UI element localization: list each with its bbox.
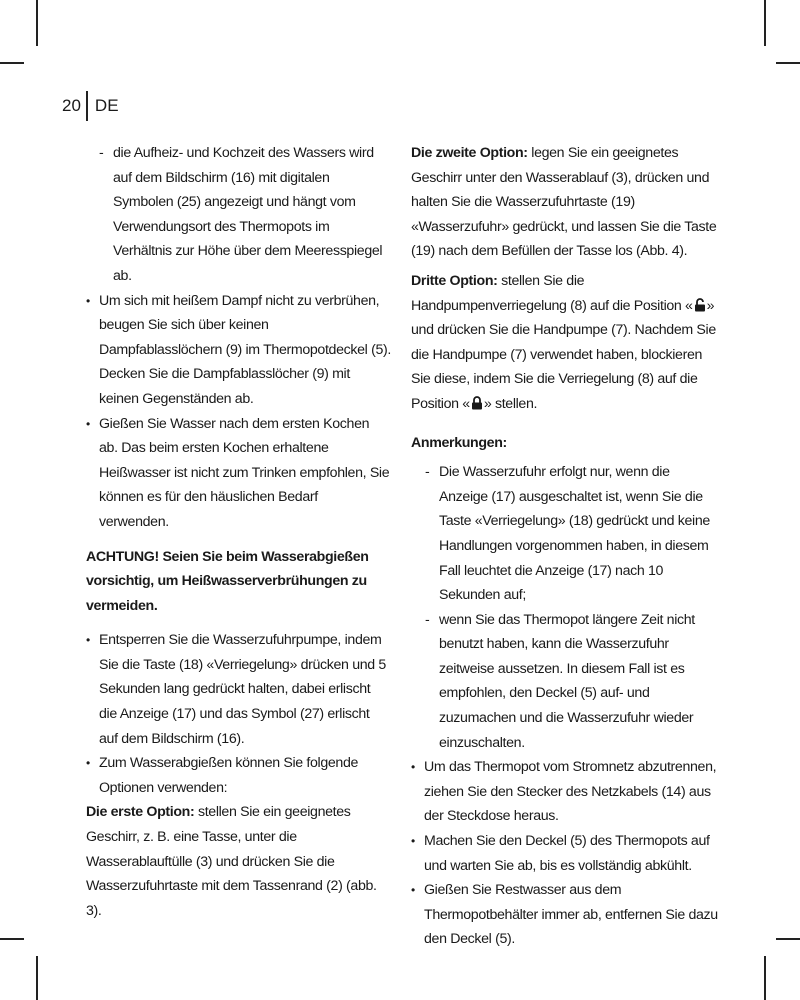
- list-item: [411, 755, 719, 829]
- list-item-text: die Aufheiz- und Kochzeit des Wassers wird auf dem Bildschirm (16) mit digitalen Symbolen (25) angezeigt und hängt vom Verwendungsort des Thermopots im Verhältnis zur Höhe über dem Meeresspiegel ab.: [113, 145, 383, 284]
- page-number: 20: [62, 96, 81, 115]
- left-column: [86, 141, 391, 923]
- dash-marker: -: [99, 145, 104, 161]
- lock-open-icon: [694, 298, 706, 312]
- list-item-text: wenn Sie das Thermopot längere Zeit nicht benutzt haben, kann die Wasserzufuhr zeitweise aussetzen. In diesem Fall ist es empfohlen, den Deckel (5) auf- und zuzumachen und die Wasserzufuhr wieder einzuschalten.: [439, 611, 695, 751]
- language-code: DE: [94, 96, 119, 115]
- crop-mark: [0, 62, 24, 64]
- list-item: [86, 289, 391, 412]
- list-item-text: Um das Thermopot vom Stromnetz abzutrennen, ziehen Sie den Stecker des Netzkabels (14) aus der Steckdose heraus.: [424, 759, 717, 825]
- list-item-text: Machen Sie den Deckel (5) des Thermopots auf und warten Sie ab, bis es vollständig abkühlt.: [424, 833, 710, 874]
- dash-marker: -: [425, 611, 430, 628]
- list-item-text: Entsperren Sie die Wasserzufuhrpumpe, indem Sie die Taste (18) «Verriegelung» drücken und 5 Sekunden lang gedrückt halten, dabei erlischt die Anzeige (17) und das Symbol (27) erlischt auf dem Bildschirm (16).: [99, 632, 386, 747]
- list-item-text: Die Wasserzufuhr erfolgt nur, wenn die Anzeige (17) ausgeschaltet ist, wenn Sie die Taste «Verriegelung» (18) gedrückt und keine Handlungen vorgenommen haben, in diesem Fall leuchtet die Anzeige (17) nach 10 Sekunden auf;: [439, 464, 710, 604]
- list-item-text: Gießen Sie Restwasser aus dem Thermopotbehälter immer ab, entfernen Sie dazu den Deckel (5).: [424, 882, 718, 948]
- crop-mark: [764, 0, 766, 46]
- list-item-text: Zum Wasserabgießen können Sie folgende Optionen verwenden:: [99, 755, 359, 796]
- crop-mark: [776, 62, 800, 64]
- bullet-marker: •: [86, 416, 90, 431]
- option-3-paragraph: [411, 269, 719, 417]
- list-item: [86, 141, 391, 289]
- bullet-marker: •: [411, 834, 415, 849]
- header-divider: [86, 91, 88, 121]
- option-1-paragraph: [86, 800, 391, 923]
- crop-mark: [776, 938, 800, 940]
- list-item: [86, 751, 391, 800]
- crop-mark: [0, 938, 24, 940]
- option-3-text-b: » und drücken Sie die Handpumpe (7). Nachdem Sie die Handpumpe (7) verwendet haben, blockieren Sie diese, indem Sie die Verriegelung (8) auf die Position «: [411, 297, 716, 412]
- bullet-marker: •: [411, 760, 415, 775]
- option-3-text-c: » stellen.: [483, 395, 538, 412]
- option-1-label: Die erste Option:: [86, 804, 195, 821]
- page-header: [62, 90, 119, 122]
- crop-mark: [36, 956, 38, 1000]
- warning-text: ACHTUNG! Seien Sie beim Wasserabgießen vorsichtig, um Heißwasserverbrühungen zu vermeiden.: [86, 548, 369, 614]
- option-1-text: stellen Sie ein geeignetes Geschirr, z. B. eine Tasse, unter die Wasserablauftülle (3) und drücken Sie die Wasserzufuhrtaste mit dem Tassenrand (2) (abb. 3).: [86, 804, 377, 919]
- list-item-text: Gießen Sie Wasser nach dem ersten Kochen ab. Das beim ersten Kochen erhaltene Heißwasser ist nicht zum Trinken empfohlen, Sie können es für den häuslichen Bedarf verwenden.: [99, 415, 390, 530]
- list-item: [86, 412, 391, 535]
- crop-mark: [764, 956, 766, 1000]
- list-item: [86, 628, 391, 751]
- list-item: [411, 460, 719, 608]
- option-2-label: Die zweite Option:: [411, 145, 528, 161]
- lock-closed-icon: [471, 396, 483, 410]
- notes-heading: Anmerkungen:: [411, 434, 507, 451]
- list-item-text: Um sich mit heißem Dampf nicht zu verbrühen, beugen Sie sich über keinen Dampfablasslöchern (9) im Thermopotdeckel (5). Decken Sie die Dampfablasslöcher (9) mit keinen Gegenständen ab.: [99, 292, 391, 407]
- bullet-marker: •: [86, 756, 90, 771]
- bullet-marker: •: [86, 293, 90, 308]
- bullet-marker: •: [86, 633, 90, 648]
- option-2-paragraph: [411, 141, 719, 264]
- list-item: [411, 878, 719, 952]
- list-item: [411, 608, 719, 756]
- list-item: [411, 829, 719, 878]
- option-3-text-a: stellen Sie die Handpumpenverriegelung (8) auf die Position «: [411, 272, 693, 314]
- option-2-text: legen Sie ein geeignetes Geschirr unter den Wasserablauf (3), drücken und halten Sie die Wasserzufuhrtaste (19) «Wasserzufuhr» gedrückt, und lassen Sie die Taste (19) nach dem Befüllen der Tasse los (Abb. 4).: [411, 145, 717, 260]
- bullet-marker: •: [411, 883, 415, 898]
- option-3-label: Dritte Option:: [411, 272, 498, 289]
- dash-marker: -: [425, 464, 430, 481]
- right-column: [411, 141, 719, 952]
- crop-mark: [36, 0, 38, 46]
